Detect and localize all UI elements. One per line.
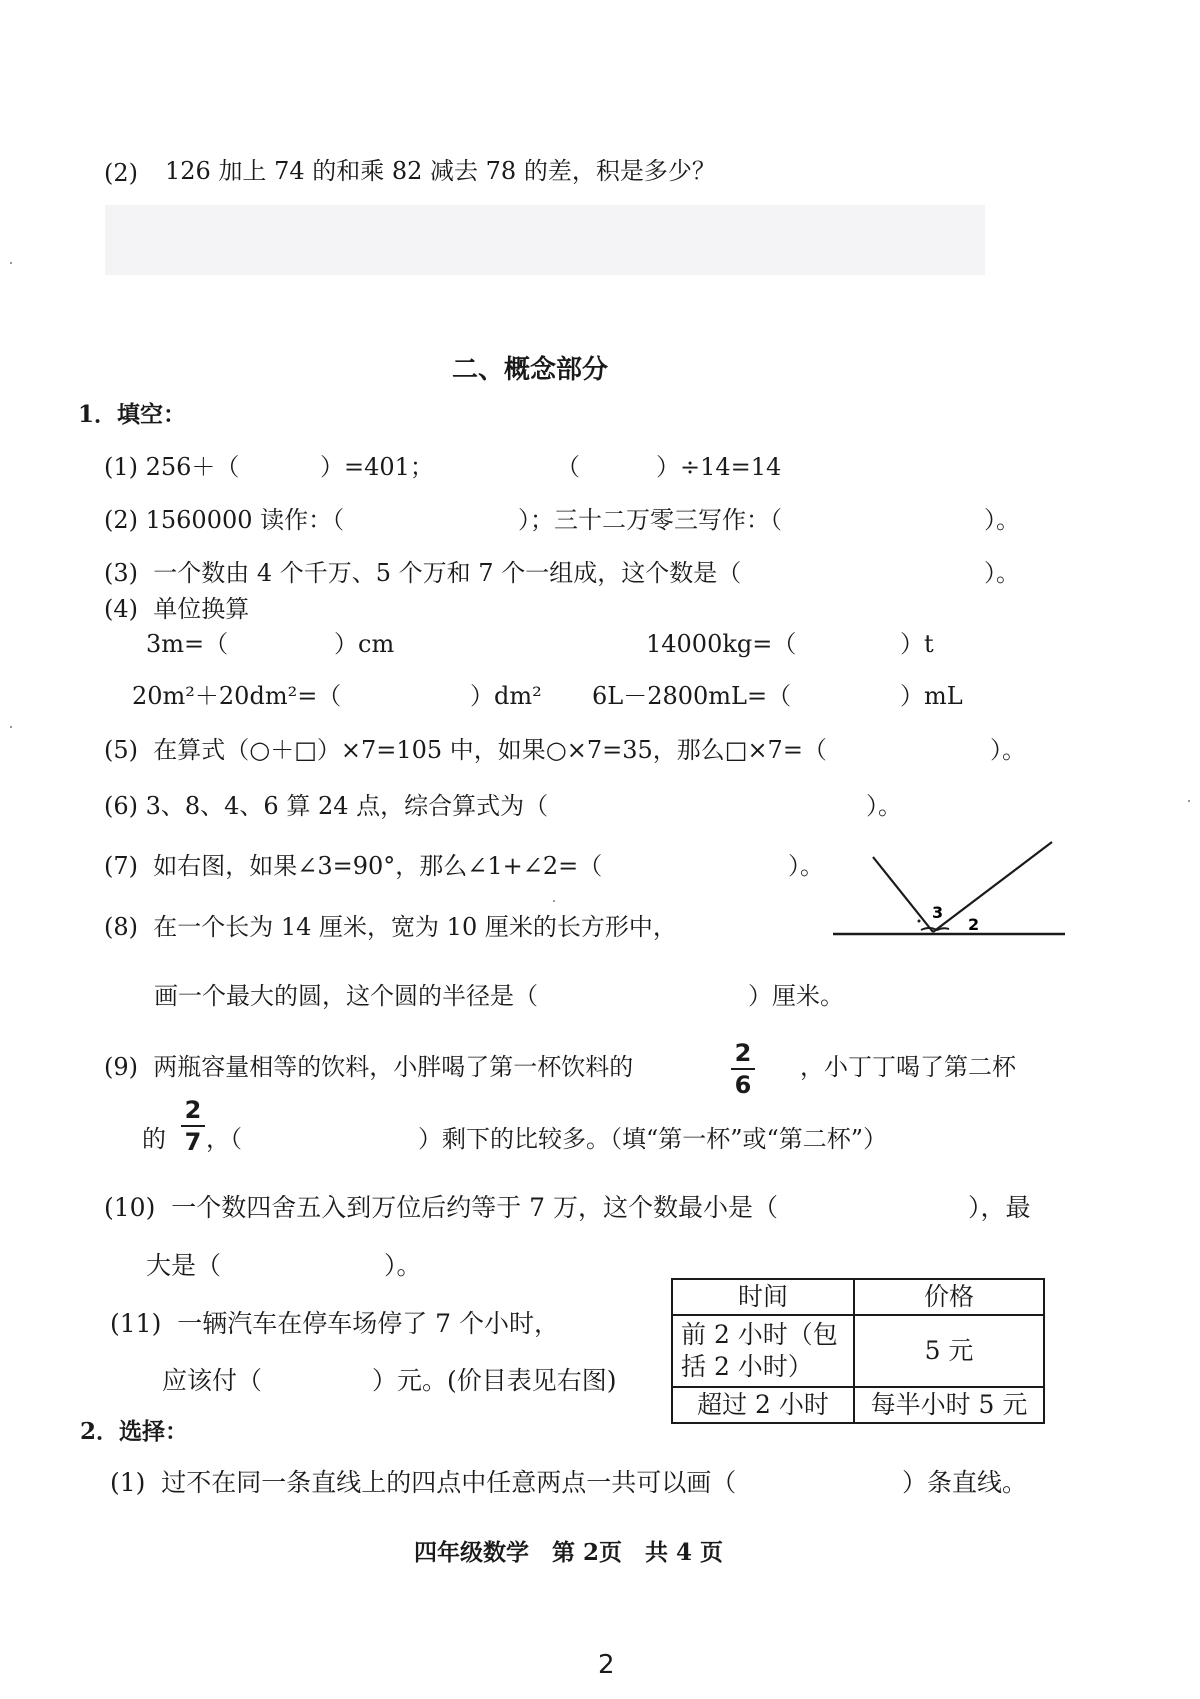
fill-q5-part-b: ）。 [990,736,1026,764]
fill-q3-part-a: (3) 一个数由 4 个千万、5 个万和 7 个一组成，这个数是（ [104,559,742,587]
table-cell-time: 超过 2 小时 [672,1387,854,1423]
section-title: 二、概念部分 [452,355,609,385]
fill-q9-part-c: 的 [142,1125,166,1153]
angle-label-3: 3 [932,903,944,922]
fraction-bar [181,1125,205,1127]
table-header-time: 时间 [672,1279,854,1315]
fill-q4-r2-b: ）dm² [470,682,542,710]
ray-left [873,857,933,932]
table-cell-price: 5 元 [854,1315,1044,1387]
fraction-denominator: 7 [184,1128,202,1156]
choice-q1-part-b: ）条直线。 [902,1468,1028,1497]
scan-dot [10,726,12,728]
fill-q4-r2-d: ）mL [900,682,963,710]
fill-q9-part-e: ）剩下的比较多。（填“第一杯”或“第二杯”） [418,1125,888,1153]
fill-q10-part-c: 大是（ [146,1251,222,1280]
fill-q4-r2-c: 6L－2800mL=（ [592,682,792,710]
fill-q4-r2-a: 20m²＋20dm²=（ [132,682,342,710]
table-cell-time: 前 2 小时（包括 2 小时） [672,1315,854,1387]
page-number: 2 [598,1650,615,1680]
fill-q9-part-d: ，（ [206,1125,242,1153]
table-cell-price: 每半小时 5 元 [854,1387,1044,1423]
fill-q1-part-c: （ [556,453,580,481]
scan-dot [1188,800,1190,802]
question-number: (2) [104,159,138,187]
fraction-numerator: 2 [184,1096,202,1124]
fill-q4-r1-b: ）cm [334,630,395,658]
fill-q6-part-a: (6) 3、8、4、6 算 24 点，综合算式为（ [104,792,549,820]
fill-q11-part-c: ）元。(价目表见右图) [372,1366,617,1395]
fill-q10-part-d: ）。 [384,1251,422,1280]
fill-q2-part-a: (2) 1560000 读作：（ [104,506,345,534]
fill-q1-part-d: ）÷14=14 [656,453,782,481]
fill-q10-part-b: ），最 [968,1193,1031,1222]
price-table [671,1278,1045,1424]
scan-dot [553,900,555,902]
fill-q6-part-b: ）。 [866,792,902,820]
fraction-bar [731,1068,755,1070]
page-footer: 四年级数学 第 2页 共 4 页 [414,1539,724,1566]
fraction-two-sevenths [178,1098,208,1154]
vertex-mark [921,928,949,930]
angle-label-2: 2 [968,915,980,934]
table-row [672,1315,1044,1387]
fill-q2-part-c: ）。 [984,506,1020,534]
angle-figure [825,830,1070,945]
fill-q4-r1-d: ）t [900,630,934,658]
fill-q7-part-a: (7) 如右图，如果∠3=90°，那么∠1+∠2=（ [104,852,603,880]
fill-q8-part-a: (8) 在一个长为 14 厘米，宽为 10 厘米的长方形中， [104,913,677,941]
fill-q9-part-b: ，小丁丁喝了第二杯 [800,1053,1016,1081]
fill-q3-part-b: ）。 [984,559,1020,587]
question-text: 126 加上 74 的和乘 82 减去 78 的差，积是多少？ [165,157,716,185]
mark-dot [918,920,921,923]
fill-q7-part-b: ）。 [788,852,824,880]
scan-dot [10,262,12,264]
table-header-price: 价格 [854,1279,1044,1315]
fill-q8-part-b: 画一个最大的圆，这个圆的半径是（ [154,982,538,1010]
fill-q1-part-b: ）=401； [320,453,434,481]
choice-heading: 2．选择： [80,1418,189,1445]
fraction-two-sixths [728,1041,758,1097]
fill-q4-r1-c: 14000kg=（ [646,630,797,658]
fill-q11-part-a: (11) 一辆汽车在停车场停了 7 个小时， [110,1309,560,1338]
fill-q8-part-c: ）厘米。 [748,982,844,1010]
fill-q9-part-a: (9) 两瓶容量相等的饮料，小胖喝了第一杯饮料的 [104,1053,634,1081]
fill-q4-title: (4) 单位换算 [104,595,250,623]
table-row [672,1387,1044,1423]
choice-q1-part-a: (1) 过不在同一条直线上的四点中任意两点一共可以画（ [110,1468,737,1497]
fill-q11-part-b: 应该付（ [162,1366,263,1395]
fill-q2-part-b: ）；三十二万零三写作：（ [518,506,782,534]
fill-q1-part-a: (1) 256＋（ [104,453,240,481]
fraction-numerator: 2 [734,1039,752,1067]
fill-q10-part-a: (10) 一个数四舍五入到万位后约等于 7 万，这个数最小是（ [104,1193,779,1222]
ray-right [933,842,1052,932]
answer-area-shading [105,205,985,275]
table-header-row [672,1279,1044,1315]
fill-q4-r1-a: 3m=（ [146,630,229,658]
fraction-denominator: 6 [734,1071,752,1099]
fill-q5-part-a: (5) 在算式（○＋□）×7=105 中，如果○×7=35，那么□×7=（ [104,736,827,764]
fill-in-heading: 1．填空： [78,401,187,428]
